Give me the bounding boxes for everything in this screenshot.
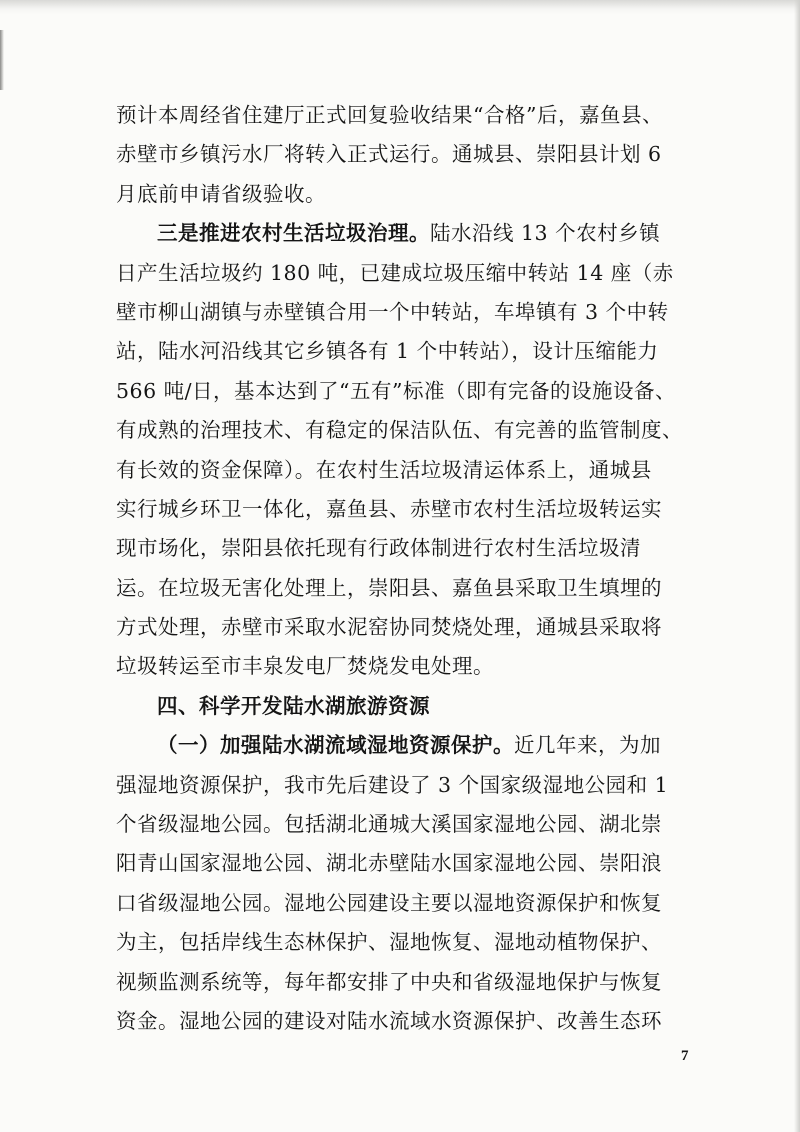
subsection-heading: （一）加强陆水湖流域湿地资源保护。 <box>157 733 514 758</box>
paragraph-line: 垃圾转运至市丰泉发电厂焚烧发电处理。 <box>116 654 494 679</box>
paragraph-text: 近几年来，为加 <box>514 733 661 758</box>
paragraph-line: 为主，包括岸线生态林保护、湿地恢复、湿地动植物保护、 <box>116 930 662 955</box>
paragraph-line: 口省级湿地公园。湿地公园建设主要以湿地资源保护和恢复 <box>116 890 662 915</box>
paragraph-line: 站，陆水河沿线其它乡镇各有 1 个中转站），设计压缩能力 <box>116 339 659 364</box>
paragraph-lead-bold: 三是推进农村生活垃圾治理。 <box>157 221 430 246</box>
paragraph-line: 强湿地资源保护，我市先后建设了 3 个国家级湿地公园和 1 <box>116 772 669 797</box>
paragraph-text: 陆水沿线 13 个农村乡镇 <box>430 221 661 246</box>
paragraph-line <box>116 726 690 765</box>
paragraph-line: 月底前申请省级验收。 <box>116 181 326 206</box>
paragraph-line: 预计本周经省住建厅正式回复验收结果“合格”后，嘉鱼县、 <box>116 103 663 127</box>
scan-right-edge <box>794 0 800 1132</box>
paragraph-line: 现市场化，崇阳县依托现有行政体制进行农村生活垃圾清 <box>116 536 641 561</box>
paragraph-line: 个省级湿地公园。包括湖北通城大溪国家湿地公园、湖北崇 <box>116 812 662 837</box>
paragraph-line: 视频监测系统等，每年都安排了中央和省级湿地保护与恢复 <box>116 969 662 994</box>
scan-left-mark <box>0 30 4 90</box>
page-number: 7 <box>681 1048 689 1064</box>
paragraph-line: 壁市柳山湖镇与赤壁镇合用一个中转站，车埠镇有 3 个中转 <box>116 299 669 324</box>
paragraph-line: 日产生活垃圾约 180 吨，已建成垃圾压缩中转站 14 座（赤 <box>116 260 674 285</box>
paragraph-line: 方式处理，赤壁市采取水泥窑协同焚烧处理，通城县采取将 <box>116 615 662 640</box>
section-heading: 四、科学开发陆水湖旅游资源 <box>157 693 430 718</box>
paragraph-line: 实行城乡环卫一体化，嘉鱼县、赤壁市农村生活垃圾转运实 <box>116 496 662 521</box>
paragraph-line: 赤壁市乡镇污水厂将转入正式运行。通城县、崇阳县计划 6 <box>116 142 662 167</box>
scan-top-edge <box>0 0 800 14</box>
paragraph-line: 有成熟的治理技术、有稳定的保洁队伍、有完善的监管制度、 <box>116 418 683 443</box>
paragraph-line <box>116 214 690 253</box>
paragraph-line: 运。在垃圾无害化处理上，崇阳县、嘉鱼县采取卫生填埋的 <box>116 575 662 600</box>
paragraph-line: 阳青山国家湿地公园、湖北赤壁陆水国家湿地公园、崇阳浪 <box>116 851 662 876</box>
paragraph-line: 566 吨/日，基本达到了“五有”标准（即有完备的设施设备、 <box>116 378 677 403</box>
paragraph-line: 有长效的资金保障）。在农村生活垃圾清运体系上，通城县 <box>116 457 652 482</box>
document-body <box>116 96 690 1041</box>
paragraph-line: 资金。湿地公园的建设对陆水流域水资源保护、改善生态环 <box>116 1008 662 1033</box>
